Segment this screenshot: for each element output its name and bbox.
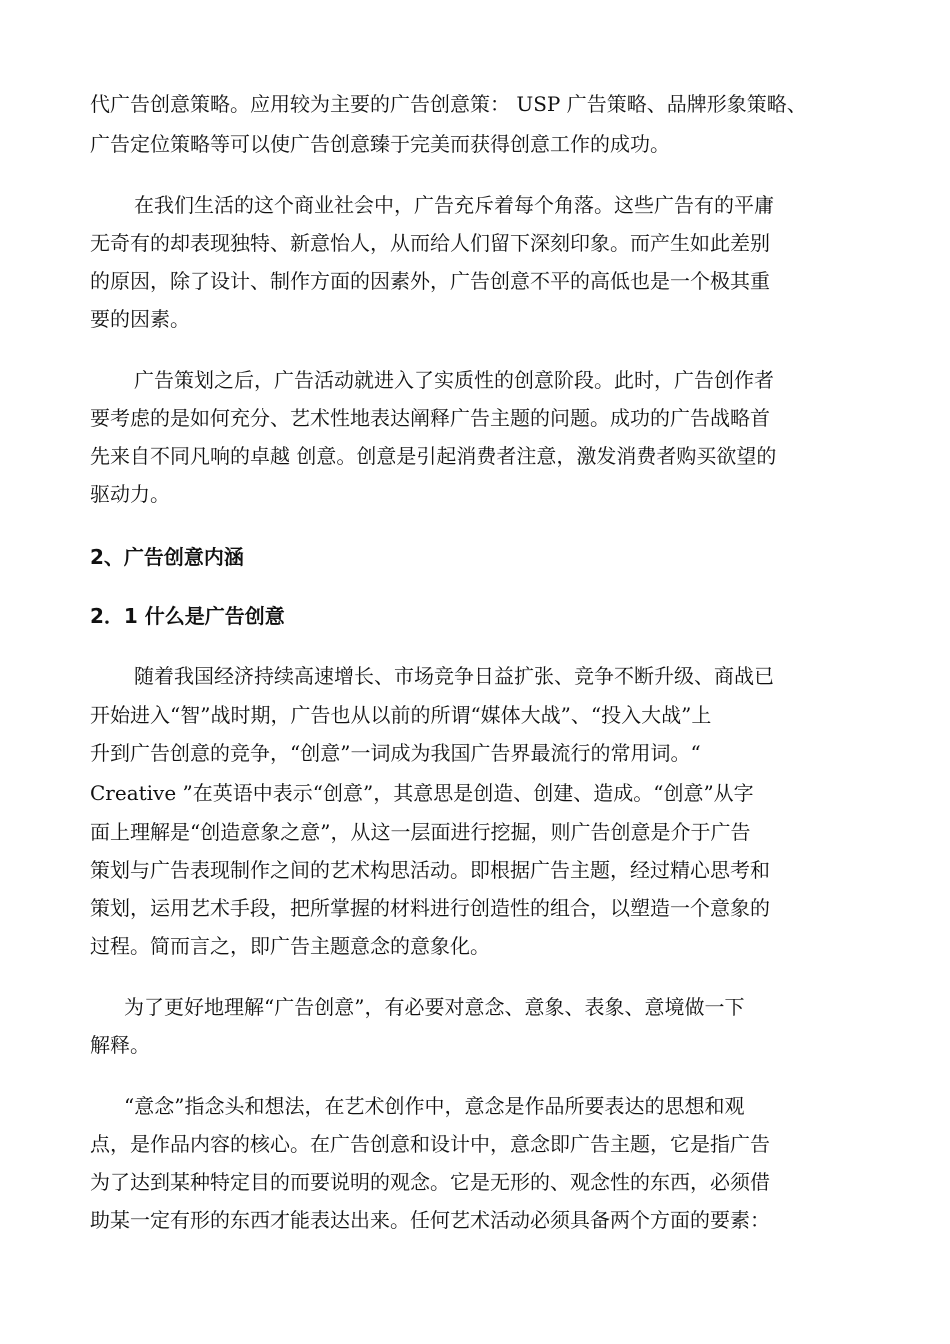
text-line: 解释。 <box>90 1033 150 1057</box>
section-heading: 2、广告创意内涵 <box>90 545 244 569</box>
text-line: 过程。简而言之，即广告主题意念的意象化。 <box>90 934 490 958</box>
text-line: 面上理解是“创造意象之意”，从这一层面进行挖掘，则广告创意是介于广告 <box>90 820 751 844</box>
text-line: 为了更好地理解“广告创意”，有必要对意念、意象、表象、意境做一下 <box>124 995 745 1019</box>
text-line: 先来自不同凡响的卓越 创意。创意是引起消费者注意，激发消费者购买欲望的 <box>90 444 777 468</box>
text-line: 无奇有的却表现独特、新意怡人，从而给人们留下深刻印象。而产生如此差别 <box>90 231 770 255</box>
subsection-heading: 2．1 什么是广告创意 <box>90 604 285 628</box>
text-line: “意念”指念头和想法，在艺术创作中，意念是作品所要表达的思想和观 <box>124 1094 745 1118</box>
text-line: 要的因素。 <box>90 307 190 331</box>
text-line: 点，是作品内容的核心。在广告创意和设计中，意念即广告主题，它是指广告 <box>90 1132 770 1156</box>
text-line: 广告策划之后，广告活动就进入了实质性的创意阶段。此时，广告创作者 <box>134 368 774 392</box>
text-line: 开始进入“智”战时期，广告也从以前的所谓“媒体大战”、“投入大战”上 <box>90 703 712 727</box>
text-line: 驱动力。 <box>90 482 170 506</box>
text-line: Creative ”在英语中表示“创意”，其意思是创造、创建、造成。“创意”从字 <box>90 781 754 805</box>
text-line: 在我们生活的这个商业社会中，广告充斥着每个角落。这些广告有的平庸 <box>134 193 774 217</box>
text-line: 为了达到某种特定目的而要说明的观念。它是无形的、观念性的东西，必须借 <box>90 1170 770 1194</box>
text-line: 要考虑的是如何充分、艺术性地表达阐释广告主题的问题。成功的广告战略首 <box>90 406 770 430</box>
text-line: 策划与广告表现制作之间的艺术构思活动。即根据广告主题，经过精心思考和 <box>90 858 770 882</box>
text-line: 随着我国经济持续高速增长、市场竞争日益扩张、竞争不断升级、商战已 <box>134 664 774 688</box>
text-line: 助某一定有形的东西才能表达出来。任何艺术活动必须具备两个方面的要素： <box>90 1208 770 1232</box>
text-line: 广告定位策略等可以使广告创意臻于完美而获得创意工作的成功。 <box>90 132 670 156</box>
text-line: 的原因，除了设计、制作方面的因素外，广告创意不平的高低也是一个极其重 <box>90 269 770 293</box>
text-line: 升到广告创意的竞争，“创意”一词成为我国广告界最流行的常用词。“ <box>90 741 701 765</box>
text-line: 策划，运用艺术手段，把所掌握的材料进行创造性的组合，以塑造一个意象的 <box>90 896 770 920</box>
text-line: 代广告创意策略。应用较为主要的广告创意策： USP 广告策略、品牌形象策略、 <box>90 92 807 116</box>
